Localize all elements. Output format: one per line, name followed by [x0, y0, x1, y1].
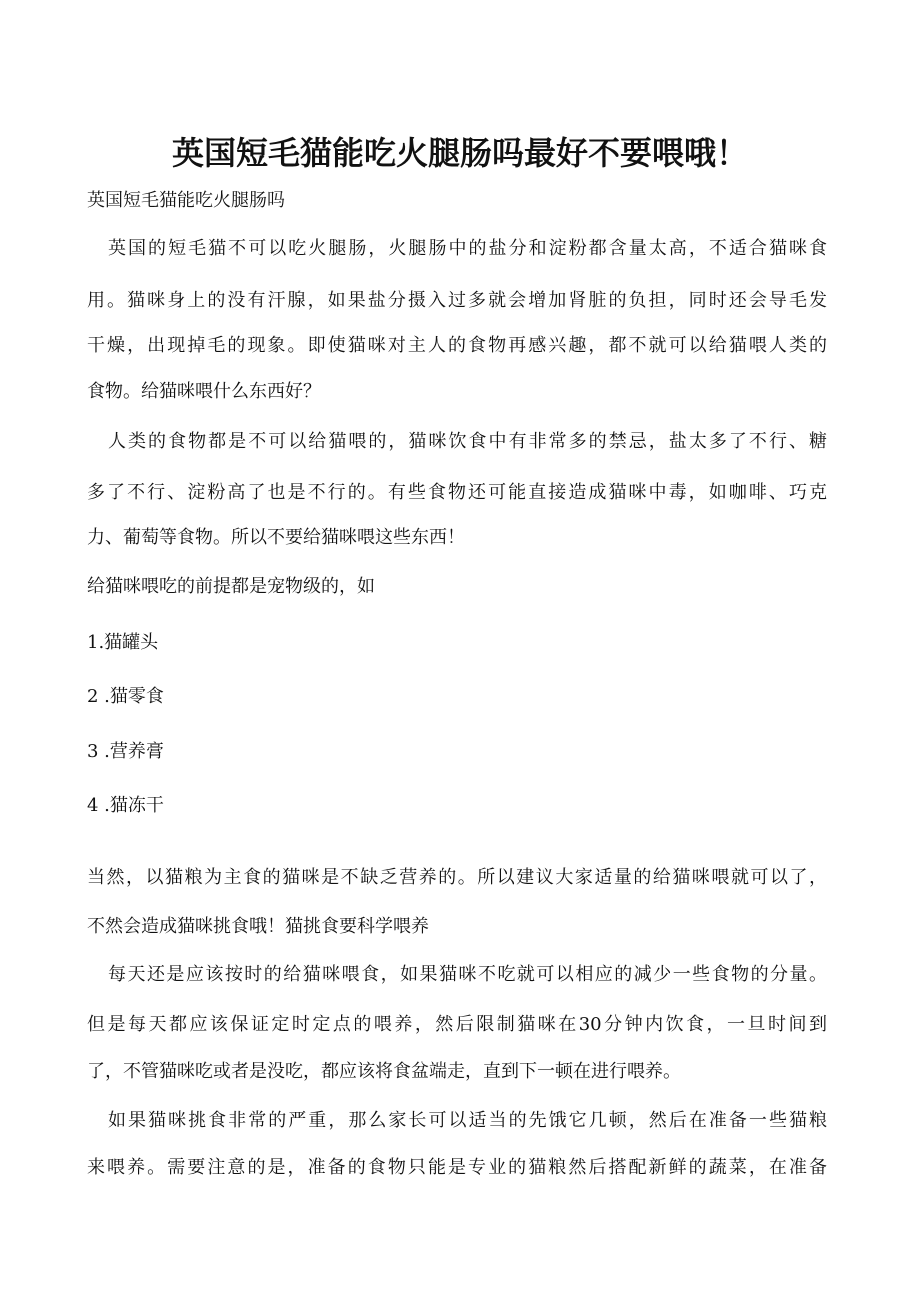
paragraph-2-line-1: 人类的食物都是不可以给猫喂的，猫咪饮食中有非常多的禁忌，盐太多了不行、糖 [108, 431, 827, 452]
paragraph-4-line-2: 但是每天都应该保证定时定点的喂养，然后限制猫咪在30分钟内饮食，一旦时间到 [87, 1014, 827, 1035]
subtitle: 英国短毛猫能吃火腿肠吗 [87, 190, 285, 211]
paragraph-2-line-2: 多了不行、淀粉高了也是不行的。有些食物还可能直接造成猫咪中毒，如咖啡、巧克 [87, 482, 827, 503]
list-item-2: 2 .猫零食 [87, 686, 164, 707]
paragraph-1-line-1: 英国的短毛猫不可以吃火腿肠，火腿肠中的盐分和淀粉都含量太高，不适合猫咪食 [108, 238, 827, 259]
list-item-1: 1.猫罐头 [87, 632, 159, 653]
list-item-4: 4 .猫冻干 [87, 795, 164, 816]
paragraph-5-line-1: 如果猫咪挑食非常的严重，那么家长可以适当的先饿它几顿，然后在准备一些猫粮 [108, 1110, 827, 1131]
paragraph-3-line-1: 当然，以猫粮为主食的猫咪是不缺乏营养的。所以建议大家适量的给猫咪喂就可以了， [87, 867, 827, 888]
list-item-3: 3 .营养膏 [87, 741, 164, 762]
paragraph-1-line-4: 食物。给猫咪喂什么东西好？ [87, 381, 321, 402]
paragraph-3-line-2: 不然会造成猫咪挑食哦！猫挑食要科学喂养 [87, 916, 429, 937]
paragraph-4-line-1: 每天还是应该按时的给猫咪喂食，如果猫咪不吃就可以相应的减少一些食物的分量。 [108, 964, 827, 985]
paragraph-4-line-3: 了，不管猫咪吃或者是没吃，都应该将食盆端走，直到下一顿在进行喂养。 [87, 1061, 681, 1082]
list-intro: 给猫咪喂吃的前提都是宠物级的，如 [87, 576, 375, 597]
paragraph-5-line-2: 来喂养。需要注意的是，准备的食物只能是专业的猫粮然后搭配新鲜的蔬菜，在准备 [87, 1157, 827, 1178]
page-title: 英国短毛猫能吃火腿肠吗最好不要喂哦！ [171, 134, 748, 172]
paragraph-1-line-3: 干燥，出现掉毛的现象。即使猫咪对主人的食物再感兴趣，都不就可以给猫喂人类的 [87, 335, 827, 356]
paragraph-1-line-2: 用。猫咪身上的没有汗腺，如果盐分摄入过多就会增加肾脏的负担，同时还会导毛发 [87, 290, 827, 311]
paragraph-2-line-3: 力、葡萄等食物。所以不要给猫咪喂这些东西！ [87, 527, 465, 548]
